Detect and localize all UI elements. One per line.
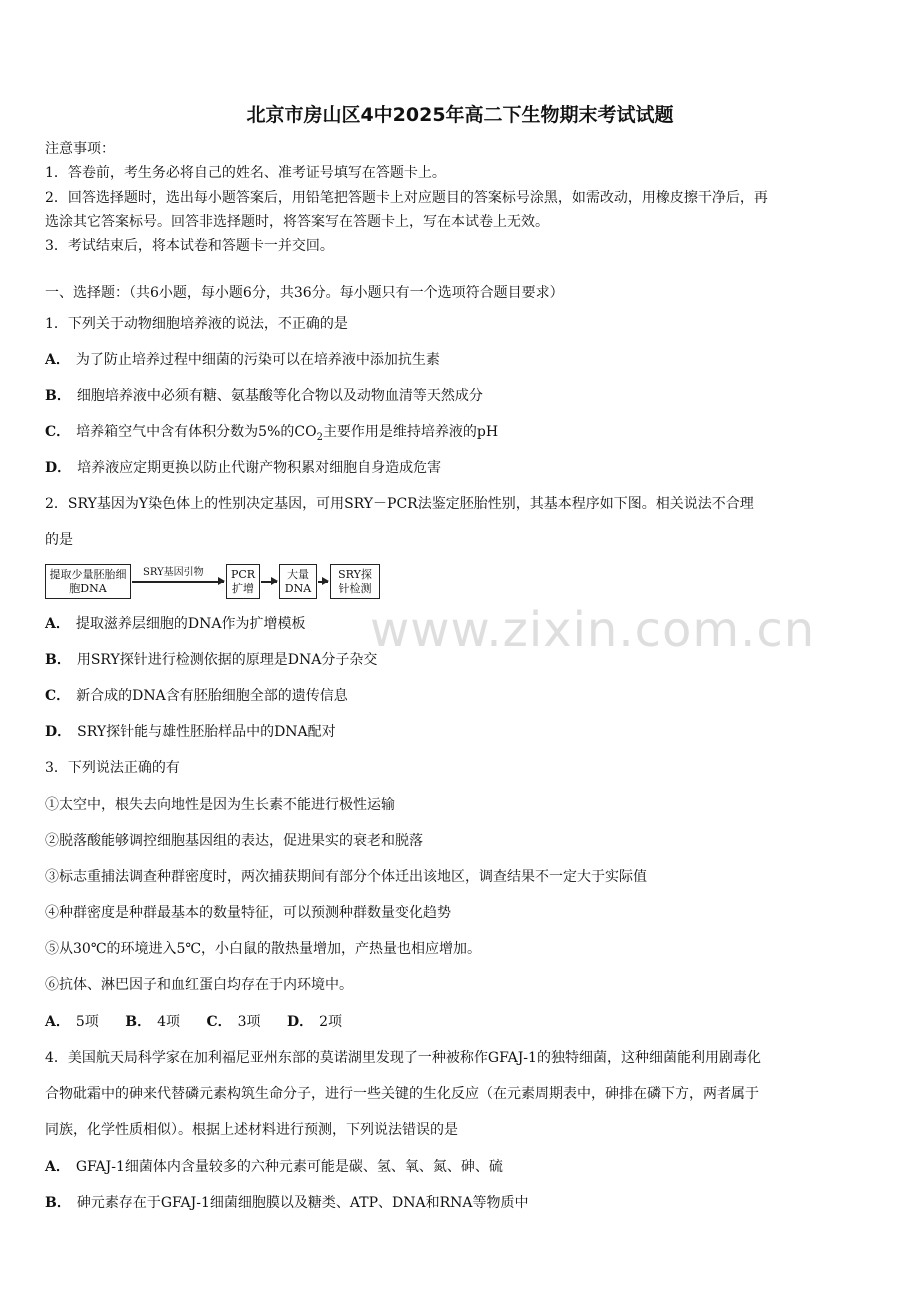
q2-option-b: [45, 650, 377, 670]
q3-statement: ②脱落酸能够调控细胞基因组的表达，促进果实的衰老和脱落: [45, 833, 423, 849]
q3-statement: ⑤从30℃的环境进入5℃，小白鼠的散热量增加，产热量也相应增加。: [45, 941, 482, 957]
question-2-stem-cont: 的是: [45, 532, 73, 548]
flow-arrow: [318, 581, 328, 583]
q4-option-b: [45, 1193, 528, 1213]
watermark: www.zixin.com.cn: [370, 602, 816, 658]
option-label: C．: [45, 688, 71, 704]
q3-option-b: [125, 1014, 180, 1030]
notice-item: 选涂其它答案标号。回答非选择题时，将答案写在答题卡上，写在本试卷上无效。: [45, 214, 549, 230]
notice-item: 2．回答选择题时，选出每小题答案后，用铅笔把答题卡上对应题目的答案标号涂黑，如需改动，用橡皮擦干净后，再: [45, 190, 768, 206]
option-label: C．: [45, 424, 71, 440]
option-label: D．: [45, 460, 72, 476]
option-text: 用SRY探针进行检测依据的原理是DNA分子杂交: [76, 652, 378, 668]
flow-box-dna: 大量DNA: [279, 564, 317, 599]
question-4-stem-cont: 合物砒霜中的砷来代替磷元素构筑生命分子，进行一些关键的生化反应（在元素周期表中，砷排在磷下方，两者属于: [45, 1086, 759, 1102]
q3-statement: ④种群密度是种群最基本的数量特征，可以预测种群数量变化趋势: [45, 905, 451, 921]
option-text: GFAJ-1细菌体内含量较多的六种元素可能是碳、氢、氧、氮、砷、硫: [75, 1159, 503, 1175]
section-heading: 一、选择题：（共6小题，每小题6分，共36分。每小题只有一个选项符合题目要求）: [45, 285, 564, 301]
option-text: 新合成的DNA含有胚胎细胞全部的遗传信息: [76, 688, 348, 704]
option-label: D．: [45, 724, 72, 740]
notice-item: 1．答卷前，考生务必将自己的姓名、准考证号填写在答题卡上。: [45, 165, 446, 181]
option-text: 细胞培养液中必须有糖、氨基酸等化合物以及动物血清等天然成分: [76, 388, 483, 404]
flow-diagram: [45, 561, 385, 603]
option-text: 5项: [75, 1014, 99, 1030]
q1-option-a: [45, 350, 440, 370]
q3-options: [45, 1012, 364, 1032]
flow-box-probe: SRY探针检测: [330, 564, 380, 599]
option-text: 3项: [237, 1014, 261, 1030]
q4-option-a: [45, 1157, 503, 1177]
option-text: SRY探针能与雄性胚胎样品中的DNA配对: [77, 724, 336, 740]
option-label: A．: [45, 616, 70, 632]
notice-heading: 注意事项：: [45, 141, 115, 157]
q3-statement: ①太空中，根失去向地性是因为生长素不能进行极性运输: [45, 797, 395, 813]
option-text: 为了防止培养过程中细菌的污染可以在培养液中添加抗生素: [75, 352, 440, 368]
option-label: A．: [45, 1159, 70, 1175]
option-text: 提取滋养层细胞的DNA作为扩增模板: [75, 616, 306, 632]
option-label: B．: [125, 1014, 152, 1030]
flow-arrow-label: SRY基因引物: [143, 567, 204, 578]
option-label: B．: [45, 1195, 71, 1211]
option-label: A．: [45, 1014, 70, 1030]
flow-box-extract-dna: 提取少量胚胎细胞DNA: [45, 564, 131, 599]
q2-option-a: [45, 614, 305, 634]
option-label: B．: [45, 652, 71, 668]
q1-option-b: [45, 386, 483, 406]
question-3-stem: 3．下列说法正确的有: [45, 760, 180, 776]
page-title: 北京市房山区4中2025年高二下生物期末考试试题: [246, 104, 674, 126]
option-text: 主要作用是维持培养液的pH: [322, 424, 499, 440]
flow-arrow: [261, 581, 277, 583]
flow-arrow: [132, 581, 224, 583]
option-label: A．: [45, 352, 70, 368]
q3-option-c: [206, 1014, 260, 1030]
question-2-stem: 2．SRY基因为Y染色体上的性别决定基因，可用SRY－PCR法鉴定胚胎性别，其基本程序如下图。相关说法不合理: [45, 496, 754, 512]
option-text: 培养箱空气中含有体积分数为5%的CO: [76, 424, 317, 440]
question-1-stem: 1．下列关于动物细胞培养液的说法，不正确的是: [45, 316, 348, 332]
q1-option-d: [45, 458, 441, 478]
option-text: 培养液应定期更换以防止代谢产物积累对细胞自身造成危害: [77, 460, 442, 476]
q3-option-a: [45, 1014, 99, 1030]
option-text: 2项: [319, 1014, 343, 1030]
q1-option-c: [45, 422, 498, 448]
question-4-stem: 4．美国航天局科学家在加利福尼亚州东部的莫诺湖里发现了一种被称作GFAJ-1的独特细菌，这种细菌能利用剧毒化: [45, 1050, 761, 1066]
option-label: C．: [206, 1014, 232, 1030]
option-text: 砷元素存在于GFAJ-1细菌细胞膜以及糖类、ATP、DNA和RNA等物质中: [76, 1195, 529, 1211]
q2-option-d: [45, 722, 336, 742]
question-4-stem-cont: 同族，化学性质相似）。根据上述材料进行预测，下列说法错误的是: [45, 1122, 458, 1138]
option-label: B．: [45, 388, 71, 404]
option-text: 4项: [157, 1014, 181, 1030]
notice-item: 3．考试结束后，将本试卷和答题卡一并交回。: [45, 238, 334, 254]
q3-option-d: [287, 1014, 342, 1030]
option-label: D．: [287, 1014, 314, 1030]
subscript: 2: [316, 431, 323, 443]
q2-option-c: [45, 686, 348, 706]
q3-statement: ③标志重捕法调查种群密度时，两次捕获期间有部分个体迁出该地区，调查结果不一定大于实际值: [45, 869, 647, 885]
q3-statement: ⑥抗体、淋巴因子和血红蛋白均存在于内环境中。: [45, 977, 353, 993]
flow-box-pcr: PCR扩增: [226, 564, 260, 599]
